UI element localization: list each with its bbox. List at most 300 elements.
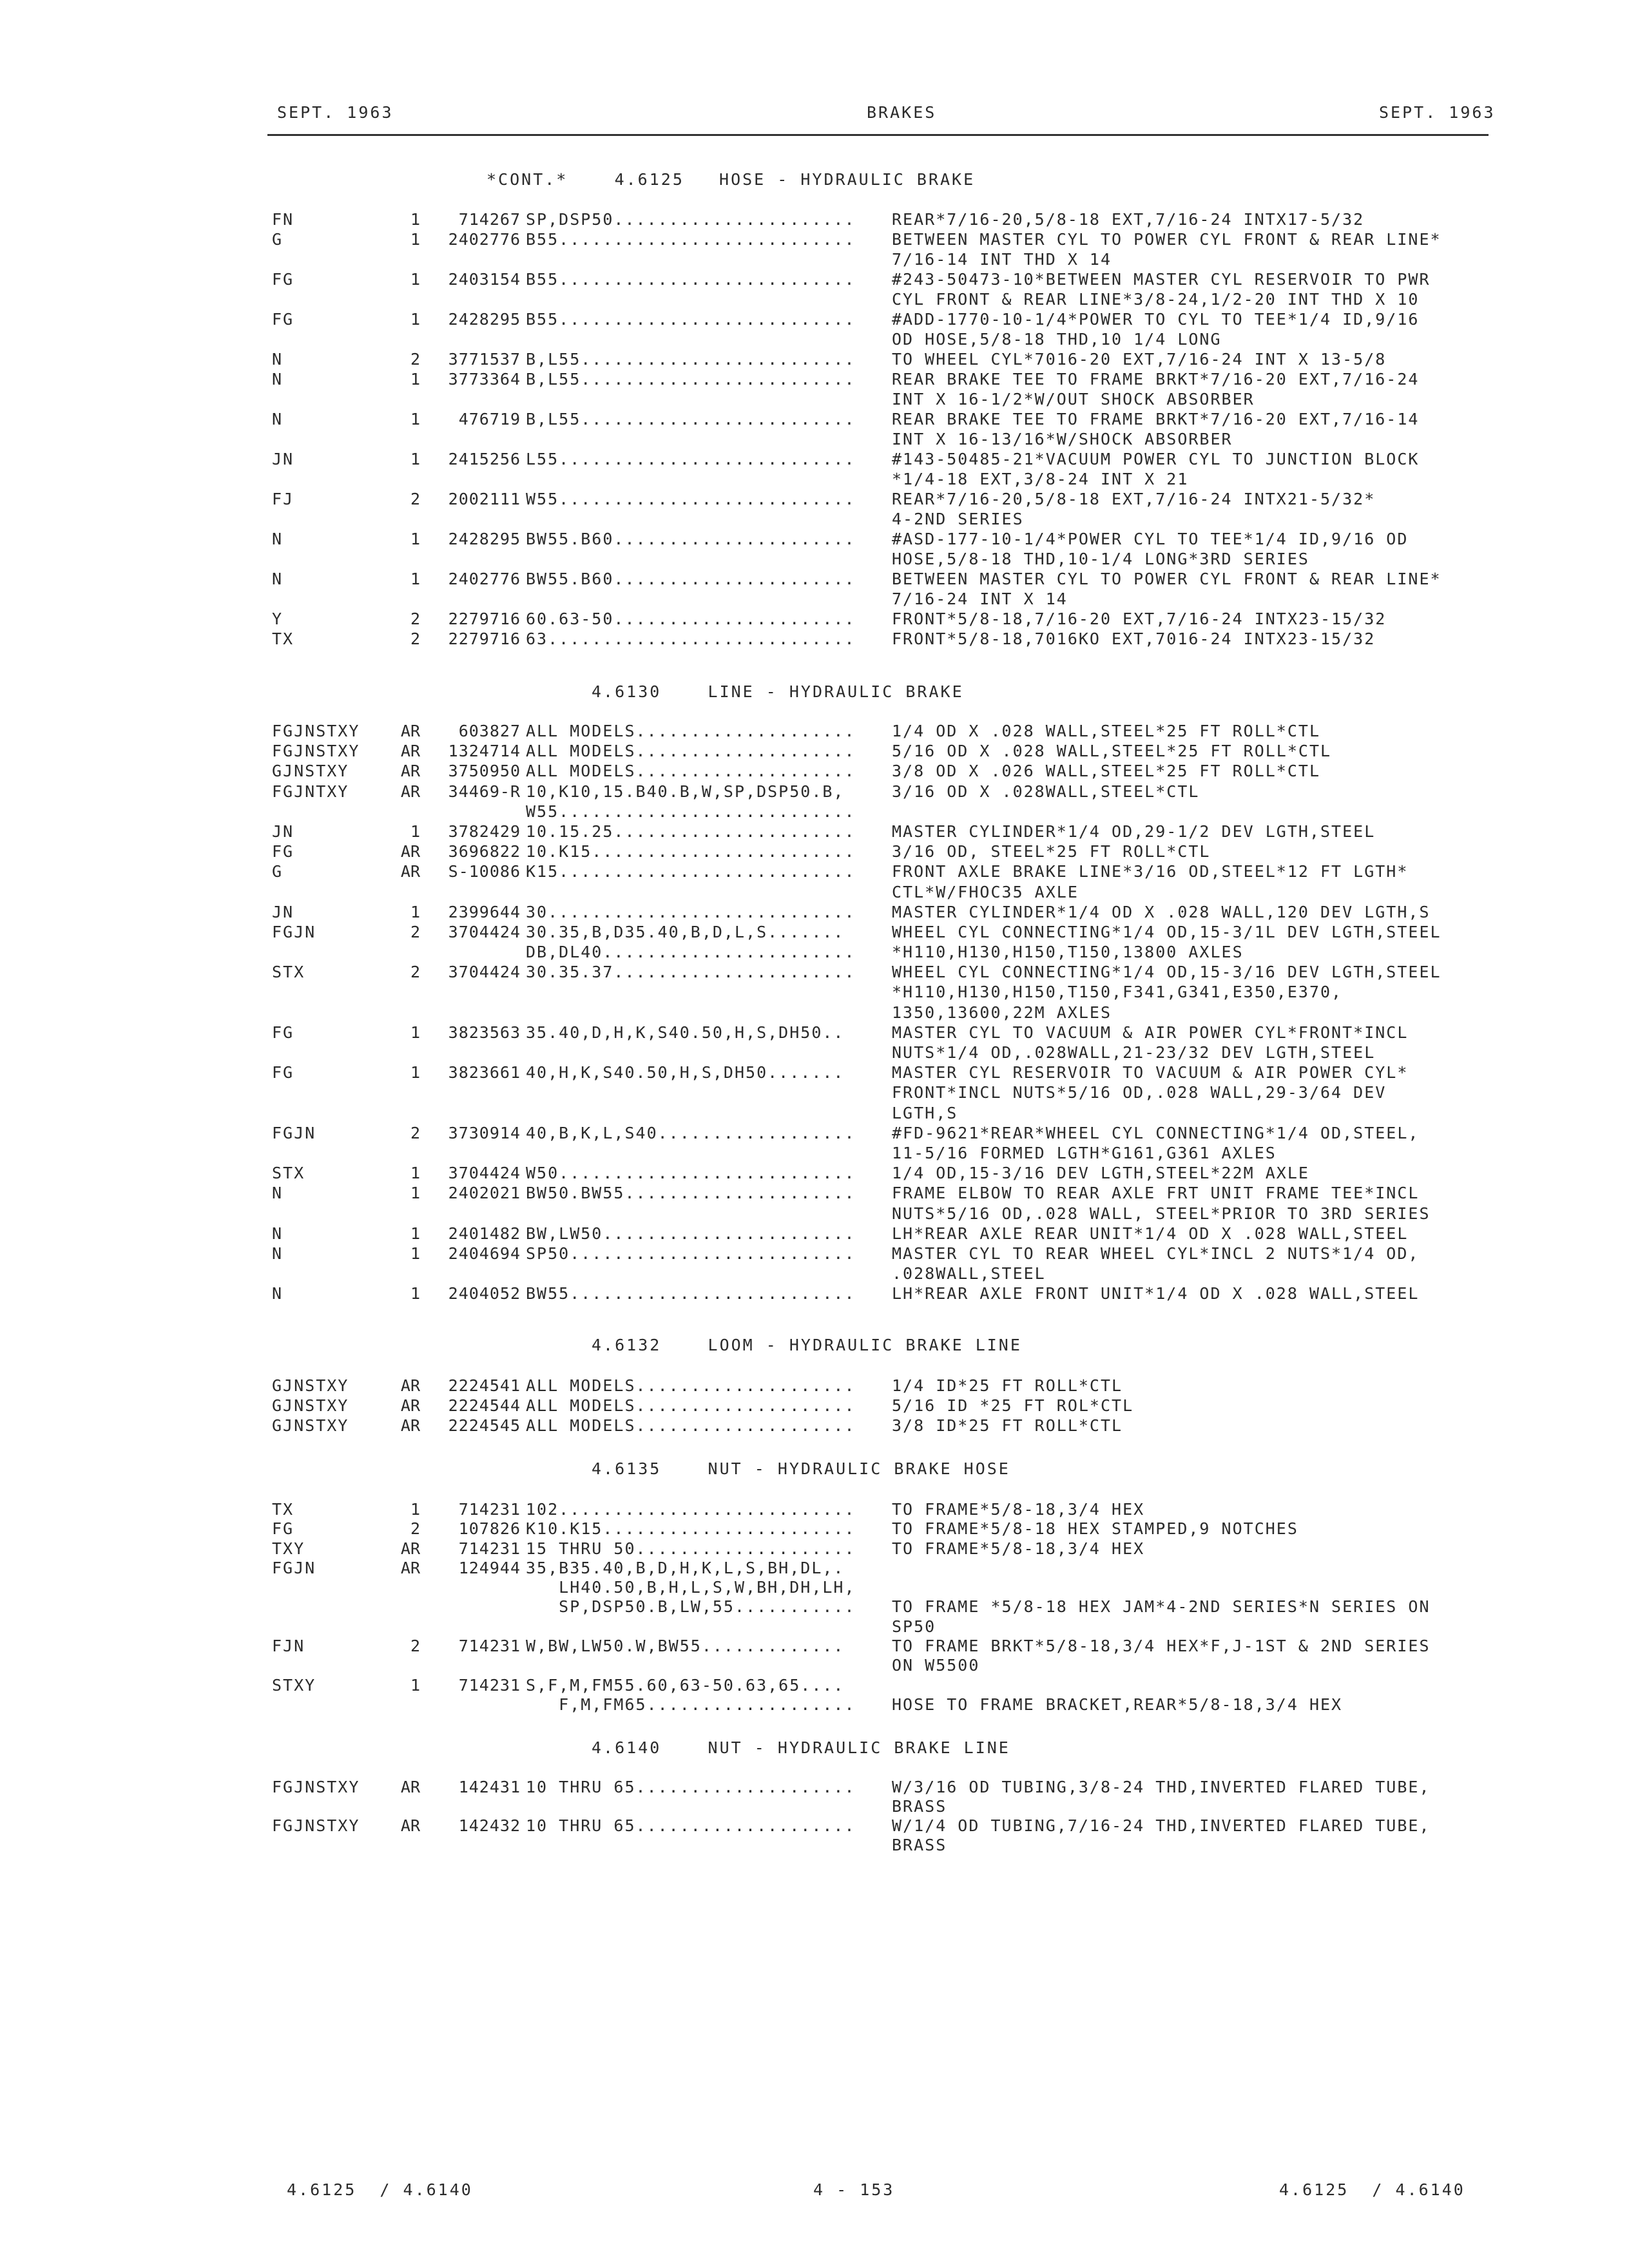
quantity: 1 bbox=[410, 1224, 420, 1243]
table-row bbox=[0, 1695, 1629, 1715]
table-row bbox=[0, 1519, 1629, 1539]
table-row bbox=[0, 1184, 1629, 1204]
quantity: 2 bbox=[410, 1519, 420, 1539]
part-description: 11-5/16 FORMED LGTH*G161,G361 AXLES bbox=[892, 1143, 1277, 1162]
table-row bbox=[0, 1164, 1629, 1184]
quantity: 1 bbox=[410, 1500, 420, 1519]
quantity: 1 bbox=[410, 270, 420, 289]
table-row bbox=[0, 450, 1629, 470]
part-description: BETWEEN MASTER CYL TO POWER CYL FRONT & REAR LINE* bbox=[892, 570, 1441, 588]
quantity: AR bbox=[400, 722, 420, 740]
model-applicability: L55........................... bbox=[526, 450, 856, 468]
table-row bbox=[0, 1063, 1629, 1083]
part-description: NUTS*1/4 OD,.028WALL,21-23/32 DEV LGTH,STEEL bbox=[892, 1043, 1376, 1062]
part-description: FRONT*INCL NUTS*5/16 OD,.028 WALL,29-3/64 DEV bbox=[892, 1083, 1387, 1102]
part-description: MASTER CYLINDER*1/4 OD X .028 WALL,120 DEV LGTH,S bbox=[892, 902, 1431, 921]
parts-table bbox=[0, 722, 1629, 1304]
table-row bbox=[0, 370, 1629, 390]
model-applicability: B55........................... bbox=[526, 230, 856, 249]
quantity: AR bbox=[400, 762, 420, 781]
usage-code: FN bbox=[272, 210, 294, 229]
part-number: 2402776 bbox=[448, 570, 521, 588]
table-row bbox=[0, 1043, 1629, 1063]
quantity: 1 bbox=[410, 410, 420, 428]
model-applicability: S,F,M,FM55.60,63-50.63,65.... bbox=[526, 1675, 845, 1695]
quantity: 2 bbox=[410, 963, 420, 982]
part-number: 34469-R bbox=[448, 782, 521, 801]
part-description: #243-50473-10*BETWEEN MASTER CYL RESERVOIR TO PWR bbox=[892, 270, 1431, 289]
table-row bbox=[0, 1003, 1629, 1023]
usage-code: TX bbox=[272, 629, 294, 648]
part-number: 124944 bbox=[458, 1558, 521, 1577]
quantity: 1 bbox=[410, 530, 420, 548]
usage-code: JN bbox=[272, 450, 294, 468]
model-applicability: 60.63-50...................... bbox=[526, 610, 856, 628]
part-number: 3771537 bbox=[448, 350, 521, 369]
usage-code: G bbox=[272, 230, 284, 249]
part-number: 2404694 bbox=[448, 1244, 521, 1263]
part-number: 3773364 bbox=[448, 370, 521, 389]
part-number: 714231 bbox=[458, 1637, 521, 1656]
part-description: BETWEEN MASTER CYL TO POWER CYL FRONT & REAR LINE* bbox=[892, 230, 1441, 249]
usage-code: FGJN bbox=[272, 922, 316, 941]
model-applicability: ALL MODELS.................... bbox=[526, 722, 856, 740]
quantity: AR bbox=[400, 1376, 420, 1395]
part-description: #ASD-177-10-1/4*POWER CYL TO TEE*1/4 ID,9/16 OD bbox=[892, 530, 1409, 548]
part-description: W/1/4 OD TUBING,7/16-24 THD,INVERTED FLARED TUBE, bbox=[892, 1816, 1431, 1835]
model-applicability: 40,B,K,L,S40.................. bbox=[526, 1123, 856, 1142]
page-number: 4 - 153 bbox=[813, 2180, 895, 2199]
part-description: 3/8 ID*25 FT ROLL*CTL bbox=[892, 1416, 1123, 1435]
table-row bbox=[0, 390, 1629, 410]
model-applicability: SP50.......................... bbox=[526, 1244, 856, 1263]
part-description: 1350,13600,22M AXLES bbox=[892, 1003, 1112, 1022]
part-description: 1/4 OD,15-3/16 DEV LGTH,STEEL*22M AXLE bbox=[892, 1164, 1309, 1183]
part-description: 1/4 OD X .028 WALL,STEEL*25 FT ROLL*CTL bbox=[892, 722, 1320, 740]
part-number: 2224545 bbox=[448, 1416, 521, 1435]
parts-table bbox=[0, 1376, 1629, 1436]
model-applicability: 102........................... bbox=[526, 1500, 856, 1519]
part-number: 2404052 bbox=[448, 1284, 521, 1303]
part-number: 714231 bbox=[458, 1500, 521, 1519]
part-number: 2224544 bbox=[448, 1396, 521, 1415]
part-number: 3696822 bbox=[448, 842, 521, 861]
table-row bbox=[0, 530, 1629, 550]
table-row bbox=[0, 1797, 1629, 1816]
model-applicability: ALL MODELS.................... bbox=[526, 1396, 856, 1415]
table-row bbox=[0, 330, 1629, 350]
part-number: 2428295 bbox=[448, 310, 521, 329]
usage-code: N bbox=[272, 570, 284, 588]
model-applicability: B,L55......................... bbox=[526, 410, 856, 428]
model-applicability: BW50.BW55..................... bbox=[526, 1184, 856, 1203]
usage-code: FGJNSTXY bbox=[272, 742, 360, 761]
part-description: FRONT*5/8-18,7016KO EXT,7016-24 INTX23-15/32 bbox=[892, 629, 1376, 648]
part-description: #FD-9621*REAR*WHEEL CYL CONNECTING*1/4 OD,STEEL, bbox=[892, 1123, 1420, 1142]
model-applicability: BW55.B60...................... bbox=[526, 570, 856, 588]
usage-code: FG bbox=[272, 1023, 294, 1042]
usage-code: N bbox=[272, 1244, 284, 1263]
quantity: 2 bbox=[410, 610, 420, 628]
part-description: 4-2ND SERIES bbox=[892, 510, 1024, 528]
part-number: 2224541 bbox=[448, 1376, 521, 1395]
quantity: 1 bbox=[410, 902, 420, 921]
table-row bbox=[0, 1676, 1629, 1695]
table-row bbox=[0, 742, 1629, 762]
table-row bbox=[0, 1224, 1629, 1244]
usage-code: FGJNSTXY bbox=[272, 1778, 360, 1796]
part-description: TO FRAME*5/8-18 HEX STAMPED,9 NOTCHES bbox=[892, 1519, 1298, 1539]
quantity: AR bbox=[400, 1416, 420, 1435]
table-row bbox=[0, 722, 1629, 742]
table-row bbox=[0, 1124, 1629, 1144]
table-row bbox=[0, 1816, 1629, 1836]
part-number: 3704424 bbox=[448, 1164, 521, 1183]
part-description: TO FRAME BRKT*5/8-18,3/4 HEX*F,J-1ST & 2ND SERIES bbox=[892, 1637, 1431, 1656]
model-applicability: B55........................... bbox=[526, 310, 856, 329]
part-description: TO WHEEL CYL*7016-20 EXT,7/16-24 INT X 13-5/8 bbox=[892, 350, 1387, 369]
quantity: 2 bbox=[410, 350, 420, 369]
table-row bbox=[0, 1396, 1629, 1416]
part-number: 3823661 bbox=[448, 1063, 521, 1082]
part-description: 5/16 OD X .028 WALL,STEEL*25 FT ROLL*CTL bbox=[892, 742, 1332, 761]
usage-code: N bbox=[272, 370, 284, 389]
table-row bbox=[0, 782, 1629, 802]
part-description: OD HOSE,5/8-18 THD,10 1/4 LONG bbox=[892, 330, 1222, 349]
header-date-left: SEPT. 1963 bbox=[277, 103, 394, 122]
quantity: AR bbox=[400, 1396, 420, 1415]
table-row bbox=[0, 943, 1629, 963]
part-number: 3704424 bbox=[448, 922, 521, 941]
part-description: INT X 16-1/2*W/OUT SHOCK ABSORBER bbox=[892, 390, 1255, 408]
quantity: 2 bbox=[410, 922, 420, 941]
usage-code: FJ bbox=[272, 490, 294, 508]
part-number: 2002111 bbox=[448, 490, 521, 508]
usage-code: TX bbox=[272, 1500, 294, 1519]
quantity: 1 bbox=[410, 1164, 420, 1183]
model-applicability: ALL MODELS.................... bbox=[526, 742, 856, 761]
part-number: 2428295 bbox=[448, 530, 521, 548]
table-row bbox=[0, 802, 1629, 822]
part-description: *1/4-18 EXT,3/8-24 INT X 21 bbox=[892, 470, 1189, 488]
section-title: 4.6132 LOOM - HYDRAULIC BRAKE LINE bbox=[592, 1336, 1022, 1354]
usage-code: FG bbox=[272, 310, 294, 329]
part-number: 2279716 bbox=[448, 610, 521, 628]
model-applicability: W55........................... bbox=[526, 490, 856, 508]
model-applicability: F,M,FM65................... bbox=[526, 1695, 856, 1714]
part-number: 2401482 bbox=[448, 1224, 521, 1243]
model-applicability: 35,B35.40,B,D,H,K,L,S,BH,DL,. bbox=[526, 1558, 845, 1577]
usage-code: Y bbox=[272, 610, 284, 628]
part-description: LH*REAR AXLE REAR UNIT*1/4 OD X .028 WALL,STEEL bbox=[892, 1224, 1409, 1243]
model-applicability: BW55.B60...................... bbox=[526, 530, 856, 548]
table-row bbox=[0, 290, 1629, 310]
part-number: 3704424 bbox=[448, 963, 521, 982]
part-description: REAR*7/16-20,5/8-18 EXT,7/16-24 INTX21-5/32* bbox=[892, 490, 1376, 508]
part-description: FRONT AXLE BRAKE LINE*3/16 OD,STEEL*12 FT LGTH* bbox=[892, 862, 1409, 881]
usage-code: FG bbox=[272, 270, 294, 289]
section-title: *CONT.* 4.6125 HOSE - HYDRAULIC BRAKE bbox=[487, 170, 976, 189]
table-row bbox=[0, 862, 1629, 882]
model-applicability: W50........................... bbox=[526, 1164, 856, 1183]
part-description: ON W5500 bbox=[892, 1656, 980, 1675]
part-number: 2402021 bbox=[448, 1184, 521, 1203]
part-number: 714231 bbox=[458, 1539, 521, 1558]
part-description: MASTER CYLINDER*1/4 OD,29-1/2 DEV LGTH,STEEL bbox=[892, 822, 1376, 841]
part-description: #ADD-1770-10-1/4*POWER TO CYL TO TEE*1/4 ID,9/16 bbox=[892, 310, 1420, 329]
table-row bbox=[0, 842, 1629, 862]
table-row bbox=[0, 762, 1629, 782]
part-number: 107826 bbox=[458, 1519, 521, 1539]
usage-code: N bbox=[272, 530, 284, 548]
table-row bbox=[0, 1264, 1629, 1284]
part-description: BRASS bbox=[892, 1836, 947, 1854]
part-description: 1/4 ID*25 FT ROLL*CTL bbox=[892, 1376, 1123, 1395]
part-description: HOSE,5/8-18 THD,10-1/4 LONG*3RD SERIES bbox=[892, 550, 1309, 568]
table-row bbox=[0, 1617, 1629, 1637]
usage-code: FG bbox=[272, 1519, 294, 1539]
quantity: AR bbox=[400, 842, 420, 861]
part-description: MASTER CYL TO VACUUM & AIR POWER CYL*FRONT*INCL bbox=[892, 1023, 1409, 1042]
part-description: TO FRAME*5/8-18,3/4 HEX bbox=[892, 1500, 1145, 1519]
part-description: WHEEL CYL CONNECTING*1/4 OD,15-3/16 DEV LGTH,STEEL bbox=[892, 963, 1441, 982]
part-description: SP50 bbox=[892, 1617, 936, 1636]
quantity: 1 bbox=[410, 230, 420, 249]
model-applicability: W55........................... bbox=[526, 802, 856, 821]
table-row bbox=[0, 510, 1629, 530]
quantity: 1 bbox=[410, 210, 420, 229]
usage-code: FGJNTXY bbox=[272, 782, 349, 801]
quantity: 2 bbox=[410, 490, 420, 508]
table-row bbox=[0, 923, 1629, 943]
part-number: 3730914 bbox=[448, 1123, 521, 1142]
table-row bbox=[0, 1597, 1629, 1617]
model-applicability: B,L55......................... bbox=[526, 350, 856, 369]
quantity: AR bbox=[400, 742, 420, 761]
model-applicability: K10.K15....................... bbox=[526, 1519, 856, 1539]
model-applicability: ALL MODELS.................... bbox=[526, 1416, 856, 1435]
usage-code: FJN bbox=[272, 1637, 305, 1656]
model-applicability: SP,DSP50...................... bbox=[526, 210, 856, 229]
table-row bbox=[0, 1204, 1629, 1224]
part-number: 476719 bbox=[458, 410, 521, 428]
section-title: 4.6140 NUT - HYDRAULIC BRAKE LINE bbox=[592, 1738, 1010, 1757]
part-description: REAR*7/16-20,5/8-18 EXT,7/16-24 INTX17-5/32 bbox=[892, 210, 1365, 229]
model-applicability: DB,DL40....................... bbox=[526, 943, 856, 962]
model-applicability: 15 THRU 50.................... bbox=[526, 1539, 856, 1558]
table-row bbox=[0, 1104, 1629, 1124]
footer-range-left: 4.6125 / 4.6140 bbox=[287, 2180, 473, 2199]
quantity: AR bbox=[400, 782, 420, 801]
table-row bbox=[0, 590, 1629, 610]
usage-code: FGJN bbox=[272, 1123, 316, 1142]
model-applicability: BW55.......................... bbox=[526, 1284, 856, 1303]
quantity: 1 bbox=[410, 570, 420, 588]
part-number: 2279716 bbox=[448, 629, 521, 648]
model-applicability: 63............................ bbox=[526, 629, 856, 648]
table-row bbox=[0, 1778, 1629, 1797]
part-description: INT X 16-13/16*W/SHOCK ABSORBER bbox=[892, 430, 1233, 448]
model-applicability: 10,K10,15.B40.B,W,SP,DSP50.B, bbox=[526, 782, 845, 801]
parts-table bbox=[0, 210, 1629, 649]
part-description: #143-50485-21*VACUUM POWER CYL TO JUNCTION BLOCK bbox=[892, 450, 1420, 468]
part-number: 2403154 bbox=[448, 270, 521, 289]
part-number: 2399644 bbox=[448, 902, 521, 921]
usage-code: N bbox=[272, 350, 284, 369]
model-applicability: LH40.50,B,H,L,S,W,BH,DH,LH, bbox=[526, 1578, 856, 1597]
usage-code: N bbox=[272, 1224, 284, 1243]
table-row bbox=[0, 1083, 1629, 1103]
part-description: HOSE TO FRAME BRACKET,REAR*5/8-18,3/4 HEX bbox=[892, 1695, 1343, 1714]
table-row bbox=[0, 883, 1629, 903]
part-description: TO FRAME*5/8-18,3/4 HEX bbox=[892, 1539, 1145, 1558]
table-row bbox=[0, 1578, 1629, 1597]
part-description: REAR BRAKE TEE TO FRAME BRKT*7/16-20 EXT,7/16-24 bbox=[892, 370, 1420, 389]
usage-code: JN bbox=[272, 822, 294, 841]
part-description: W/3/16 OD TUBING,3/8-24 THD,INVERTED FLARED TUBE, bbox=[892, 1778, 1431, 1796]
quantity: 1 bbox=[410, 1284, 420, 1303]
table-row bbox=[0, 1244, 1629, 1264]
table-row bbox=[0, 1144, 1629, 1164]
part-number: 714267 bbox=[458, 210, 521, 229]
table-row bbox=[0, 490, 1629, 510]
usage-code: G bbox=[272, 862, 284, 881]
quantity: 1 bbox=[410, 450, 420, 468]
section-title: 4.6135 NUT - HYDRAULIC BRAKE HOSE bbox=[592, 1459, 1010, 1478]
part-number: 142432 bbox=[458, 1816, 521, 1835]
quantity: 2 bbox=[410, 1637, 420, 1656]
model-applicability: B55........................... bbox=[526, 270, 856, 289]
usage-code: STXY bbox=[272, 1675, 316, 1695]
usage-code: GJNSTXY bbox=[272, 1376, 349, 1395]
model-applicability: SP,DSP50.B,LW,55........... bbox=[526, 1597, 856, 1617]
part-number: 603827 bbox=[458, 722, 521, 740]
footer-range-right: 4.6125 / 4.6140 bbox=[1279, 2180, 1465, 2199]
header-rule bbox=[267, 134, 1489, 136]
usage-code: GJNSTXY bbox=[272, 1416, 349, 1435]
model-applicability: 40,H,K,S40.50,H,S,DH50....... bbox=[526, 1063, 845, 1082]
part-description: .028WALL,STEEL bbox=[892, 1264, 1046, 1283]
model-applicability: K15........................... bbox=[526, 862, 856, 881]
quantity: 1 bbox=[410, 1675, 420, 1695]
part-description: TO FRAME *5/8-18 HEX JAM*4-2ND SERIES*N SERIES ON bbox=[892, 1597, 1431, 1617]
parts-table bbox=[0, 1500, 1629, 1715]
part-description: LH*REAR AXLE FRONT UNIT*1/4 OD X .028 WALL,STEEL bbox=[892, 1284, 1420, 1303]
table-row bbox=[0, 470, 1629, 490]
part-description: 3/8 OD X .026 WALL,STEEL*25 FT ROLL*CTL bbox=[892, 762, 1320, 781]
usage-code: FG bbox=[272, 842, 294, 861]
table-row bbox=[0, 983, 1629, 1003]
header-section-title: BRAKES bbox=[867, 103, 937, 122]
table-row bbox=[0, 822, 1629, 842]
table-row bbox=[0, 230, 1629, 250]
part-number: 2415256 bbox=[448, 450, 521, 468]
part-description: NUTS*5/16 OD,.028 WALL, STEEL*PRIOR TO 3RD SERIES bbox=[892, 1204, 1431, 1223]
table-row bbox=[0, 410, 1629, 430]
quantity: 1 bbox=[410, 1244, 420, 1263]
quantity: AR bbox=[400, 1816, 420, 1835]
quantity: 1 bbox=[410, 1023, 420, 1042]
model-applicability: 35.40,D,H,K,S40.50,H,S,DH50.. bbox=[526, 1023, 845, 1042]
part-description: BRASS bbox=[892, 1797, 947, 1816]
table-row bbox=[0, 1559, 1629, 1578]
model-applicability: 30.35.37...................... bbox=[526, 963, 856, 982]
quantity: AR bbox=[400, 1558, 420, 1577]
part-description: CYL FRONT & REAR LINE*3/8-24,1/2-20 INT THD X 10 bbox=[892, 290, 1420, 309]
usage-code: N bbox=[272, 1184, 284, 1203]
table-row bbox=[0, 629, 1629, 649]
part-number: 3823563 bbox=[448, 1023, 521, 1042]
table-row bbox=[0, 1637, 1629, 1656]
part-description: 7/16-24 INT X 14 bbox=[892, 590, 1068, 608]
quantity: AR bbox=[400, 1778, 420, 1796]
usage-code: N bbox=[272, 1284, 284, 1303]
part-description: *H110,H130,H150,T150,F341,G341,E350,E370, bbox=[892, 983, 1343, 1002]
model-applicability: 10.15.25...................... bbox=[526, 822, 856, 841]
part-number: 3750950 bbox=[448, 762, 521, 781]
quantity: AR bbox=[400, 862, 420, 881]
quantity: 2 bbox=[410, 629, 420, 648]
model-applicability: 10 THRU 65.................... bbox=[526, 1816, 856, 1835]
model-applicability: ALL MODELS.................... bbox=[526, 762, 856, 781]
part-description: REAR BRAKE TEE TO FRAME BRKT*7/16-20 EXT,7/16-14 bbox=[892, 410, 1420, 428]
table-row bbox=[0, 570, 1629, 590]
table-row bbox=[0, 1500, 1629, 1519]
table-row bbox=[0, 350, 1629, 370]
usage-code: FGJNSTXY bbox=[272, 722, 360, 740]
part-number: 2402776 bbox=[448, 230, 521, 249]
part-description: FRAME ELBOW TO REAR AXLE FRT UNIT FRAME TEE*INCL bbox=[892, 1184, 1420, 1203]
part-number: S-10086 bbox=[448, 862, 521, 881]
model-applicability: 30.35,B,D35.40,B,D,L,S....... bbox=[526, 922, 845, 941]
quantity: 1 bbox=[410, 1063, 420, 1082]
model-applicability: W,BW,LW50.W,BW55............. bbox=[526, 1637, 845, 1656]
part-description: 7/16-14 INT THD X 14 bbox=[892, 250, 1112, 269]
model-applicability: 30............................ bbox=[526, 902, 856, 921]
table-row bbox=[0, 250, 1629, 270]
quantity: AR bbox=[400, 1539, 420, 1558]
quantity: 1 bbox=[410, 310, 420, 329]
usage-code: FGJN bbox=[272, 1558, 316, 1577]
table-row bbox=[0, 210, 1629, 230]
table-row bbox=[0, 963, 1629, 983]
part-description: FRONT*5/8-18,7/16-20 EXT,7/16-24 INTX23-15/32 bbox=[892, 610, 1387, 628]
table-row bbox=[0, 1023, 1629, 1043]
part-description: CTL*W/FHOC35 AXLE bbox=[892, 882, 1079, 901]
part-number: 714231 bbox=[458, 1675, 521, 1695]
usage-code: JN bbox=[272, 902, 294, 921]
table-row bbox=[0, 1656, 1629, 1675]
model-applicability: 10.K15........................ bbox=[526, 842, 856, 861]
usage-code: STX bbox=[272, 963, 305, 982]
part-description: 5/16 ID *25 FT ROL*CTL bbox=[892, 1396, 1134, 1415]
table-row bbox=[0, 1376, 1629, 1396]
table-row bbox=[0, 1836, 1629, 1855]
model-applicability: BW,LW50....................... bbox=[526, 1224, 856, 1243]
part-description: LGTH,S bbox=[892, 1103, 958, 1122]
usage-code: TXY bbox=[272, 1539, 305, 1558]
table-row bbox=[0, 550, 1629, 570]
part-number: 3782429 bbox=[448, 822, 521, 841]
quantity: 1 bbox=[410, 822, 420, 841]
part-description: 3/16 OD X .028WALL,STEEL*CTL bbox=[892, 782, 1200, 801]
model-applicability: ALL MODELS.................... bbox=[526, 1376, 856, 1395]
usage-code: GJNSTXY bbox=[272, 762, 349, 781]
table-row bbox=[0, 270, 1629, 290]
quantity: 1 bbox=[410, 370, 420, 389]
part-description: MASTER CYL RESERVOIR TO VACUUM & AIR POWER CYL* bbox=[892, 1063, 1409, 1082]
part-number: 142431 bbox=[458, 1778, 521, 1796]
